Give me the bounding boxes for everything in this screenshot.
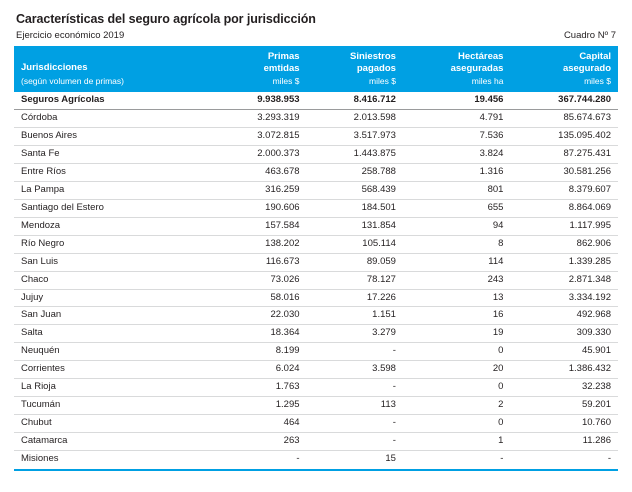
column-header-capital-line2: asegurado xyxy=(562,62,611,74)
cell-primas: 73.026 xyxy=(216,271,307,289)
cell-jurisdiction: Santiago del Estero xyxy=(14,199,216,217)
cell-hectareas: 0 xyxy=(403,379,510,397)
cell-capital: 1.386.432 xyxy=(510,361,618,379)
cell-hectareas: 1 xyxy=(403,432,510,450)
cell-capital: - xyxy=(607,452,611,464)
cell-primas: 263 xyxy=(216,432,307,450)
cell-capital: 85.674.673 xyxy=(510,110,618,128)
cell-capital: 1.117.995 xyxy=(510,217,618,235)
cell-jurisdiction: Buenos Aires xyxy=(14,128,216,146)
column-header-primas-unit: miles $ xyxy=(272,75,300,86)
cell-capital: 59.201 xyxy=(510,397,618,415)
cell-siniestros: 8.416.712 xyxy=(307,92,403,109)
cell-hectareas: 655 xyxy=(403,199,510,217)
cell-primas: 1.763 xyxy=(216,379,307,397)
cell-primas: 463.678 xyxy=(216,164,307,182)
table-row xyxy=(14,379,618,397)
cell-jurisdiction: San Luis xyxy=(14,253,216,271)
cell-siniestros: 568.439 xyxy=(307,181,403,199)
cell-hectareas: 0 xyxy=(403,414,510,432)
cell-primas: 22.030 xyxy=(216,307,307,325)
cell-hectareas: 114 xyxy=(403,253,510,271)
subheader xyxy=(16,30,616,41)
cell-hectareas: 1.316 xyxy=(403,164,510,182)
cell-hectareas: 3.824 xyxy=(403,146,510,164)
cell-jurisdiction: Córdoba xyxy=(14,110,216,128)
cell-hectareas: 16 xyxy=(403,307,510,325)
cell-capital: 862.906 xyxy=(510,235,618,253)
cell-jurisdiction: Neuquén xyxy=(14,343,216,361)
table-row xyxy=(14,325,618,343)
cell-siniestros: 15 xyxy=(385,452,396,464)
cell-hectareas: 19 xyxy=(403,325,510,343)
cell-jurisdiction: La Rioja xyxy=(14,379,216,397)
footer-rule xyxy=(14,469,618,471)
table-row xyxy=(14,307,618,325)
table-row xyxy=(14,164,618,182)
table-row xyxy=(14,146,618,164)
column-header-jurisdictions-sublabel: (según volumen de primas) xyxy=(21,75,124,86)
cell-primas: 58.016 xyxy=(216,289,307,307)
cell-primas: 9.938.953 xyxy=(216,92,307,109)
table-row xyxy=(14,289,618,307)
cell-hectareas: 801 xyxy=(403,181,510,199)
cell-primas: 18.364 xyxy=(216,325,307,343)
cell-siniestros: 3.517.973 xyxy=(307,128,403,146)
cell-capital: 8.864.069 xyxy=(510,199,618,217)
cell-primas: 116.673 xyxy=(216,253,307,271)
table-row xyxy=(14,361,618,379)
cell-hectareas: 19.456 xyxy=(403,92,510,109)
cell-primas: 157.584 xyxy=(216,217,307,235)
cell-jurisdiction: Chubut xyxy=(14,414,216,432)
column-header-hectareas xyxy=(403,46,510,92)
column-header-hectareas-line1: Hectáreas xyxy=(458,51,504,62)
cell-primas: 138.202 xyxy=(216,235,307,253)
table-row xyxy=(14,253,618,271)
table-row xyxy=(14,217,618,235)
cell-jurisdiction: Santa Fe xyxy=(14,146,216,164)
cell-siniestros: - xyxy=(307,432,403,450)
cell-capital: 30.581.256 xyxy=(510,164,618,182)
table-row xyxy=(14,181,618,199)
column-header-capital xyxy=(510,46,618,92)
cell-jurisdiction: Corrientes xyxy=(14,361,216,379)
column-header-jurisdictions-label: Jurisdicciones xyxy=(21,61,88,73)
cell-siniestros: - xyxy=(307,414,403,432)
cell-jurisdiction: Seguros Agrícolas xyxy=(14,92,216,109)
cell-siniestros: - xyxy=(307,379,403,397)
column-header-jurisdictions xyxy=(14,46,216,92)
cell-siniestros: - xyxy=(307,343,403,361)
column-header-siniestros-line1: Siniestros xyxy=(350,51,396,62)
table-row xyxy=(14,450,618,467)
table-row xyxy=(14,199,618,217)
cell-hectareas: 2 xyxy=(403,397,510,415)
cell-jurisdiction: Entre Ríos xyxy=(14,164,216,182)
cell-primas: - xyxy=(296,452,300,464)
cell-primas: 3.293.319 xyxy=(216,110,307,128)
cell-capital: 10.760 xyxy=(510,414,618,432)
cell-hectareas: 0 xyxy=(403,343,510,361)
cell-hectareas: 13 xyxy=(403,289,510,307)
cell-jurisdiction: Jujuy xyxy=(14,289,216,307)
table-row xyxy=(14,432,618,450)
cell-jurisdiction: Salta xyxy=(14,325,216,343)
cell-jurisdiction: Chaco xyxy=(14,271,216,289)
cell-jurisdiction: Mendoza xyxy=(14,217,216,235)
cell-siniestros: 3.598 xyxy=(307,361,403,379)
cell-siniestros: 89.059 xyxy=(307,253,403,271)
column-header-primas-line1: Primas xyxy=(267,51,300,62)
table-row xyxy=(14,343,618,361)
table-row xyxy=(14,414,618,432)
table-row xyxy=(14,397,618,415)
column-header-capital-line1: Capital xyxy=(579,51,611,62)
table-row xyxy=(14,92,618,109)
column-header-hectareas-unit: miles ha xyxy=(471,75,504,86)
page-title: Características del seguro agrícola por jurisdicción xyxy=(16,12,316,26)
column-header-primas-line2: emtidas xyxy=(263,62,300,74)
cell-capital: 87.275.431 xyxy=(510,146,618,164)
cell-capital: 3.334.192 xyxy=(510,289,618,307)
column-header-primas xyxy=(216,46,307,92)
cell-siniestros: 184.501 xyxy=(307,199,403,217)
cell-hectareas: 20 xyxy=(403,361,510,379)
table-header-row xyxy=(14,46,618,92)
cell-siniestros: 3.279 xyxy=(307,325,403,343)
table-row xyxy=(14,128,618,146)
cell-capital: 8.379.607 xyxy=(510,181,618,199)
period-label: Ejercicio económico 2019 xyxy=(16,30,125,41)
cell-siniestros: 1.151 xyxy=(307,307,403,325)
cell-jurisdiction: Tucumán xyxy=(14,397,216,415)
cell-hectareas: 7.536 xyxy=(403,128,510,146)
cell-capital: 1.339.285 xyxy=(510,253,618,271)
cell-capital: 11.286 xyxy=(510,432,618,450)
table-row xyxy=(14,271,618,289)
cell-primas: 8.199 xyxy=(216,343,307,361)
cell-siniestros: 2.013.598 xyxy=(307,110,403,128)
cell-jurisdiction: Catamarca xyxy=(14,432,216,450)
cell-jurisdiction: San Juan xyxy=(14,307,216,325)
cell-hectareas: 243 xyxy=(403,271,510,289)
table-number-label: Cuadro Nº 7 xyxy=(563,30,616,41)
cell-capital: 492.968 xyxy=(510,307,618,325)
table-header xyxy=(14,46,618,92)
cell-capital: 309.330 xyxy=(510,325,618,343)
cell-siniestros: 1.443.875 xyxy=(307,146,403,164)
cell-siniestros: 78.127 xyxy=(307,271,403,289)
cell-siniestros: 113 xyxy=(307,397,403,415)
cell-primas: 464 xyxy=(216,414,307,432)
cell-siniestros: 131.854 xyxy=(307,217,403,235)
cell-primas: 6.024 xyxy=(216,361,307,379)
table-row xyxy=(14,235,618,253)
cell-siniestros: 17.226 xyxy=(307,289,403,307)
column-header-siniestros-unit: miles $ xyxy=(369,75,396,86)
cell-capital: 45.901 xyxy=(510,343,618,361)
column-header-capital-unit: miles $ xyxy=(584,75,611,86)
cell-primas: 1.295 xyxy=(216,397,307,415)
cell-capital: 135.095.402 xyxy=(510,128,618,146)
cell-hectareas: 4.791 xyxy=(403,110,510,128)
cell-hectareas: - xyxy=(500,452,504,464)
cell-jurisdiction: La Pampa xyxy=(14,181,216,199)
cell-hectareas: 94 xyxy=(403,217,510,235)
cell-jurisdiction: Misiones xyxy=(21,452,59,464)
column-header-siniestros xyxy=(307,46,403,92)
cell-siniestros: 258.788 xyxy=(307,164,403,182)
cell-primas: 3.072.815 xyxy=(216,128,307,146)
cell-capital: 32.238 xyxy=(510,379,618,397)
cell-primas: 316.259 xyxy=(216,181,307,199)
agricultural-insurance-table xyxy=(14,46,618,468)
cell-capital: 367.744.280 xyxy=(510,92,618,109)
cell-capital: 2.871.348 xyxy=(510,271,618,289)
cell-primas: 2.000.373 xyxy=(216,146,307,164)
cell-primas: 190.606 xyxy=(216,199,307,217)
table-row xyxy=(14,110,618,128)
table-body xyxy=(14,92,618,467)
cell-siniestros: 105.114 xyxy=(307,235,403,253)
cell-jurisdiction: Río Negro xyxy=(14,235,216,253)
column-header-hectareas-line2: aseguradas xyxy=(450,62,504,74)
column-header-siniestros-line2: pagados xyxy=(356,62,396,74)
cell-hectareas: 8 xyxy=(403,235,510,253)
